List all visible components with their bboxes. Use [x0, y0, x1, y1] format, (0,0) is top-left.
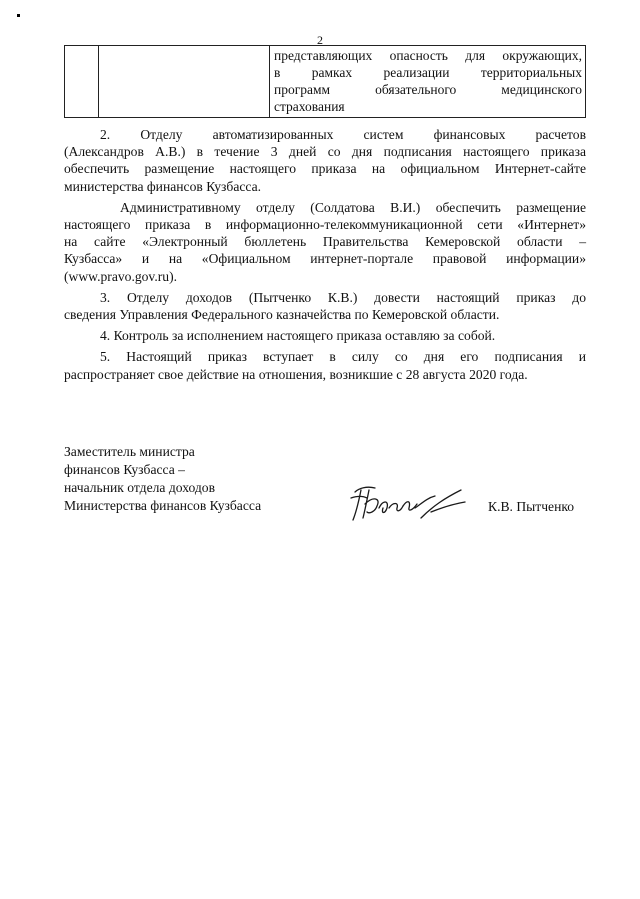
table-text-line: в рамках реализации территориальных	[274, 65, 582, 80]
paragraph-line: 4. Контроль за исполнением настоящего приказа оставляю за собой.	[100, 328, 496, 344]
paragraph-line: Кузбасса» и на «Официальном интернет-портале правовой информации»	[64, 251, 586, 267]
paragraph-4	[64, 327, 586, 344]
table-text-line: представляющих опасность для окружающих,	[274, 48, 582, 63]
paragraph-line: 5. Настоящий приказ вступает в силу со дня его подписания и	[100, 349, 586, 365]
table-cell-text	[270, 46, 586, 118]
handwritten-signature	[345, 478, 475, 528]
signatory-title-line: Заместитель министра	[64, 444, 195, 459]
order-body	[64, 126, 586, 387]
paragraph-5	[64, 348, 586, 382]
signatory-name: К.В. Пытченко	[488, 499, 575, 514]
paragraph-line: (www.pravo.gov.ru).	[64, 268, 177, 284]
page-number: 2	[317, 33, 323, 47]
paragraph-line: обеспечить размещение настоящего приказа на официальном Интернет-сайте	[64, 161, 586, 177]
paragraph-line: сведения Управления Федерального казначейства по Кемеровской области.	[64, 307, 500, 323]
table-cell-category	[99, 46, 270, 118]
paragraph-line: министерства финансов Кузбасса.	[64, 178, 262, 194]
paragraph-line: 3. Отделу доходов (Пытченко К.В.) довести настоящий приказ до	[100, 289, 586, 305]
paragraph-line: на сайте «Электронный бюллетень Правительства Кемеровской области –	[64, 234, 586, 250]
paragraph-line: настоящего приказа в информационно-телекоммуникационной сети «Интернет»	[64, 217, 586, 233]
scan-speck	[17, 14, 20, 17]
paragraph-line: (Александров А.В.) в течение 3 дней со дня подписания настоящего приказа	[64, 144, 586, 160]
signatory-title-line: финансов Кузбасса –	[64, 462, 185, 477]
table-text-line: страхования	[274, 99, 345, 114]
continuation-table	[64, 45, 586, 118]
table-row	[65, 46, 586, 118]
table-text-line: программ обязательного медицинского	[274, 82, 582, 97]
paragraph-admin	[64, 199, 586, 285]
signatory-title	[64, 443, 261, 515]
paragraph-2	[64, 126, 586, 195]
table-cell-number	[65, 46, 99, 118]
paragraph-line: распространяет свое действие на отношения, возникшие с 28 августа 2020 года.	[64, 366, 528, 382]
signatory-title-line: Министерства финансов Кузбасса	[64, 498, 262, 513]
paragraph-line: Административному отделу (Солдатова В.И.) обеспечить размещение	[120, 199, 586, 215]
paragraph-line: 2. Отделу автоматизированных систем финансовых расчетов	[100, 127, 586, 142]
signatory-title-line: начальник отдела доходов	[64, 480, 216, 495]
paragraph-3	[64, 289, 586, 323]
